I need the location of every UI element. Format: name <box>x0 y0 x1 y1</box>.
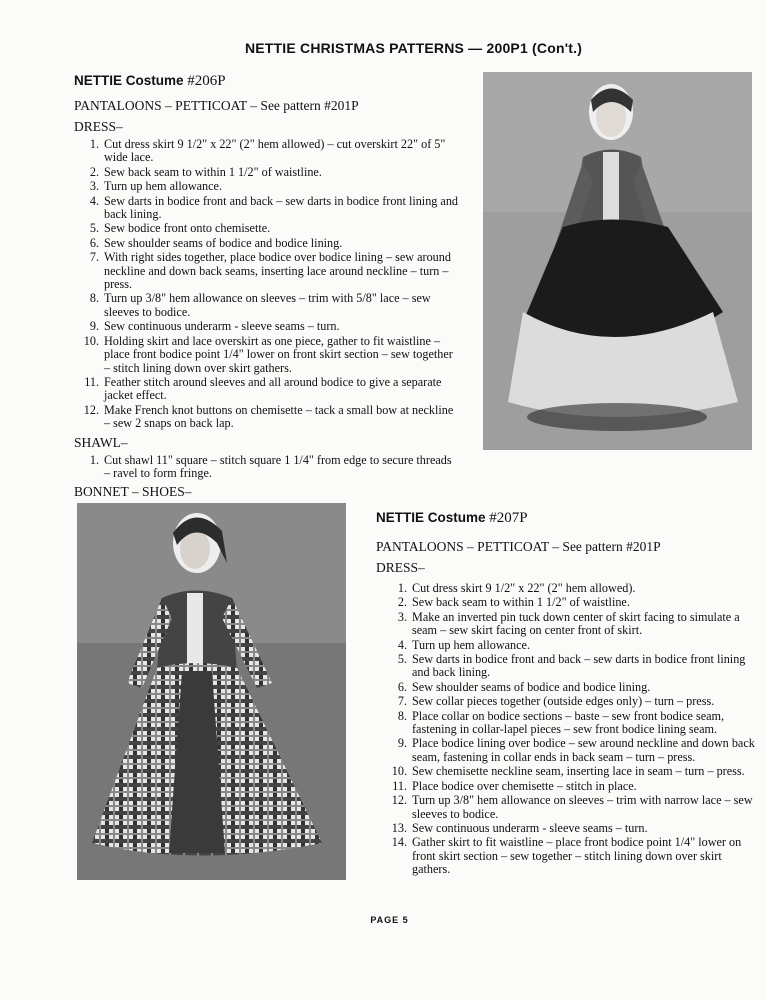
list-item <box>391 820 756 835</box>
step-text: Sew shoulder seams of bodice and bodice lining. <box>412 679 651 694</box>
pantaloons-line: PANTALOONS – PETTICOAT – See pattern #201P <box>74 98 359 113</box>
step-text: Cut shawl 11" square – stitch square 1 1/4" from edge to secure threads – ravel to form fringe. <box>104 452 452 480</box>
list-item <box>89 164 459 179</box>
step-text: Holding skirt and lace overskirt as one piece, gather to fit waistline – place front bodice point 1/4" lower on front skirt section – sew together – stitch lining down over skirt gathers. <box>104 333 453 375</box>
list-item <box>89 179 459 194</box>
step-number: 9. <box>89 319 99 334</box>
step-number: 4. <box>89 193 99 208</box>
step-number: 12. <box>391 793 407 808</box>
dress-heading: DRESS– <box>74 119 123 134</box>
step-text: Place bodice over chemisette – stitch in place. <box>412 778 637 793</box>
step-text: Make French knot buttons on chemisette – tack a small bow at neckline – sew 2 snaps on back lap. <box>104 402 454 431</box>
step-number: 1. <box>397 581 407 595</box>
list-item <box>84 374 459 403</box>
step-number: 7. <box>89 250 99 265</box>
costume-title: NETTIE Costume #206P <box>74 73 226 89</box>
list-item <box>89 452 459 481</box>
step-text: Place collar on bodice sections – baste – sew front bodice seam, fastening in collar-lapel pieces – sew front bodice lining seam. <box>412 708 725 737</box>
step-number: 8. <box>397 708 407 723</box>
costume-title: NETTIE Costume #207P <box>376 510 528 526</box>
list-item <box>392 778 756 793</box>
list-item <box>397 581 756 595</box>
step-text: Sew bodice front onto chemisette. <box>104 221 271 236</box>
step-text: Turn up 3/8" hem allowance on sleeves – trim with narrow lace – sew sleeves to bodice. <box>412 793 753 821</box>
step-text: Turn up hem allowance. <box>104 179 223 194</box>
costume-206p-section <box>74 70 459 518</box>
page-number: PAGE 5 <box>370 915 409 925</box>
list-item <box>397 609 756 638</box>
dress-steps-list <box>391 581 756 877</box>
dress-heading: DRESS– <box>376 560 425 575</box>
page-header: NETTIE CHRISTMAS PATTERNS — 200P1 (Con't.) <box>244 40 583 56</box>
list-item <box>89 221 459 236</box>
list-item <box>397 679 756 694</box>
step-text: Sew darts in bodice front and back – sew darts in bodice front lining and back lining. <box>104 193 459 222</box>
step-number: 10. <box>83 333 99 348</box>
step-number: 1. <box>89 452 99 467</box>
list-item <box>397 708 756 737</box>
step-text: Cut dress skirt 9 1/2" x 22" (2" hem allowed) – cut overskirt 22" of 5" wide lace. <box>104 137 446 165</box>
shawl-heading: SHAWL– <box>74 434 128 450</box>
step-number: 1. <box>89 137 99 151</box>
step-text: Sew shoulder seams of bodice and bodice lining. <box>104 235 343 250</box>
step-text: Sew continuous underarm - sleeve seams – turn. <box>412 820 648 835</box>
step-number: 2. <box>89 164 99 179</box>
step-number: 12. <box>83 402 99 417</box>
step-number: 3. <box>397 609 407 624</box>
list-item <box>391 835 756 877</box>
step-number: 6. <box>397 679 407 694</box>
step-text: Sew chemisette neckline seam, inserting lace in seam – turn – press. <box>412 764 745 779</box>
list-item <box>391 764 756 779</box>
shawl-steps-list <box>89 452 459 481</box>
list-item <box>397 637 756 652</box>
step-number: 11. <box>84 374 99 389</box>
step-text: Sew continuous underarm - sleeve seams – turn. <box>104 319 340 334</box>
step-text: Turn up 3/8" hem allowance on sleeves – trim with 5/8" lace – sew sleeves to bodice. <box>104 291 431 319</box>
pantaloons-line: PANTALOONS – PETTICOAT – See pattern #201P <box>376 539 661 554</box>
step-number: 14. <box>391 835 407 850</box>
step-number: 10. <box>391 764 407 779</box>
step-number: 5. <box>89 221 99 236</box>
step-number: 9. <box>397 736 407 751</box>
step-text: Gather skirt to fit waistline – place front bodice point 1/4" lower on front skirt section – sew together – stitch lining down over skirt gathers. <box>412 835 742 877</box>
step-text: With right sides together, place bodice over bodice lining – sew around neckline and down back seams, inserting lace around neckline – turn – press. <box>104 250 451 292</box>
list-item <box>83 402 459 431</box>
step-number: 13. <box>391 820 407 835</box>
list-item <box>397 595 756 610</box>
list-item <box>397 652 756 680</box>
step-number: 11. <box>392 778 407 793</box>
list-item <box>89 193 459 222</box>
bonnet-heading: BONNET – SHOES– <box>74 484 192 500</box>
step-number: 2. <box>397 595 407 610</box>
list-item <box>89 319 459 334</box>
step-number: 3. <box>89 179 99 194</box>
list-item <box>397 694 756 709</box>
dress-steps-list <box>83 137 459 431</box>
list-item <box>83 333 459 375</box>
list-item <box>391 793 756 821</box>
step-text: Feather stitch around sleeves and all around bodice to give a separate jacket effect. <box>104 374 442 403</box>
list-item <box>89 137 459 165</box>
step-text: Place bodice lining over bodice – sew around neckline and down back seam, fastening in collar ends in back seam – turn – press. <box>412 736 755 764</box>
costume-207p-section <box>376 510 756 878</box>
step-text: Sew darts in bodice front and back – sew darts in bodice front lining and back lining. <box>412 652 746 680</box>
step-text: Make an inverted pin tuck down center of skirt facing to simulate a seam – sew skirt facing on center front of skirt. <box>412 609 740 638</box>
step-text: Sew collar pieces together (outside edges only) – turn – press. <box>412 694 715 709</box>
step-number: 6. <box>89 235 99 250</box>
step-text: Sew back seam to within 1 1/2" of waistline. <box>412 595 630 610</box>
step-number: 5. <box>397 652 407 667</box>
list-item <box>89 291 459 319</box>
step-number: 8. <box>89 291 99 306</box>
doll-photo-207p <box>77 503 346 880</box>
list-item <box>397 736 756 764</box>
step-number: 4. <box>397 637 407 652</box>
step-text: Sew back seam to within 1 1/2" of waistline. <box>104 164 322 179</box>
list-item <box>89 250 459 292</box>
step-text: Turn up hem allowance. <box>412 637 531 652</box>
step-text: Cut dress skirt 9 1/2" x 22" (2" hem allowed). <box>412 581 636 595</box>
list-item <box>89 235 459 250</box>
step-number: 7. <box>397 694 407 709</box>
doll-photo-206p <box>483 72 752 450</box>
